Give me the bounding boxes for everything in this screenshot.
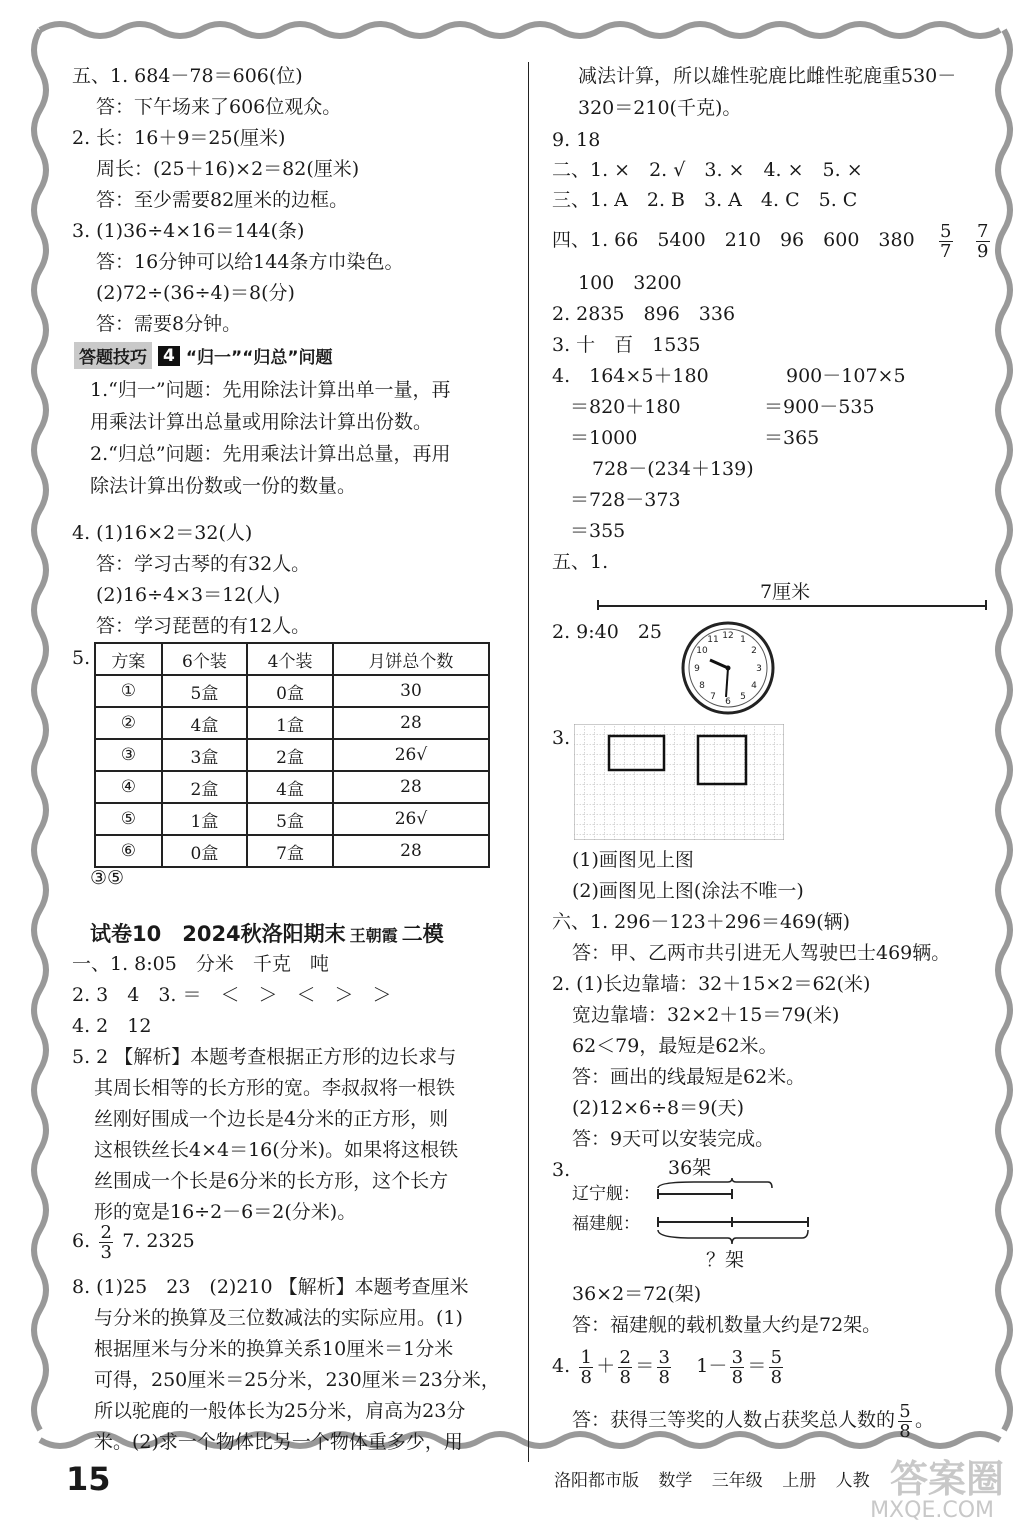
tip-line: 1.“归一”问题：先用除法计算出单一量，再 (90, 379, 451, 401)
fraction-numerator: 2 (619, 1346, 631, 1368)
svg-text:10: 10 (696, 646, 708, 656)
footer-text: 洛阳都市版 数学 三年级 上册 人教 (554, 1471, 870, 1491)
table-cell: 26√ (333, 739, 489, 771)
answer-line: 与分米的换算及三位数减法的实际应用。(1) (94, 1307, 463, 1329)
diagram-row-label: 辽宁舰： (572, 1184, 640, 1204)
table-cell: ② (95, 707, 162, 739)
answer-line: 9. 18 (552, 129, 601, 151)
fraction (769, 1348, 783, 1387)
grid-drawing (574, 724, 784, 840)
answer-line: 3. (552, 1159, 571, 1181)
calc-line: ＝365 (764, 427, 820, 449)
answer-line: (2)画图见上图(涂法不唯一) (572, 880, 804, 902)
answer-line: 320＝210(千克)。 (578, 97, 742, 119)
answer-line: (2)12×6÷8＝9(天) (572, 1097, 745, 1119)
fraction-denominator: 8 (658, 1366, 670, 1388)
question-number: 4. (552, 1355, 571, 1377)
question-number: 6. (72, 1230, 91, 1252)
answer-line: 答：学习琵琶的有12人。 (96, 615, 311, 637)
section-title-stamp: 王朝霞 (349, 926, 398, 945)
diagram-label-bottom: ？架 (706, 1249, 745, 1271)
fraction-numerator: 3 (731, 1346, 744, 1368)
answer-line: 五、1. (552, 551, 609, 573)
table-header-cell: 4个装 (247, 643, 333, 675)
svg-text:5: 5 (740, 692, 746, 702)
table-header-row (95, 643, 489, 675)
answer-line: 4. 2 12 (72, 1015, 152, 1037)
table-header-cell: 6个装 (162, 643, 248, 675)
answer-line: 答：学习古琴的有32人。 (96, 553, 311, 575)
table-cell: 26√ (333, 803, 489, 835)
fraction (730, 1348, 744, 1387)
tip-line: 2.“归总”问题：先用乘法计算出总量，再用 (90, 443, 451, 465)
svg-text:11: 11 (707, 635, 719, 645)
fraction-denominator: 8 (899, 1420, 911, 1442)
tip-line: 除法计算出份数或一份的数量。 (90, 475, 357, 497)
answer-line: 4. (1)16×2＝32(人) (72, 522, 253, 544)
section-title-main: 试卷10 2024秋洛阳期末 (90, 922, 346, 946)
question-number: 5. (72, 647, 91, 669)
table-row (95, 803, 489, 835)
table-row (95, 835, 489, 867)
answer-line: 减法计算，所以雄性驼鹿比雌性驼鹿重530－ (578, 65, 957, 87)
fraction-denominator: 9 (977, 240, 989, 262)
svg-text:3: 3 (756, 664, 762, 674)
fraction-numerator: 5 (770, 1346, 783, 1368)
tip-heading (74, 342, 333, 369)
fraction-numerator: 5 (899, 1400, 911, 1422)
table-header-cell: 月饼总个数 (333, 643, 489, 675)
table-cell: 0盒 (162, 835, 248, 867)
fraction-denominator: 7 (939, 240, 952, 262)
answer-line: 3. (1)36÷4×16＝144(条) (72, 220, 305, 242)
fraction-numerator: 7 (977, 220, 989, 242)
answer-line: (2)72÷(36÷4)＝8(分) (96, 282, 295, 304)
answer-line: 62＜79，最短是62米。 (572, 1035, 778, 1057)
svg-text:9: 9 (694, 664, 700, 674)
table-row (95, 771, 489, 803)
watermark-logo: 答案圈 (889, 1457, 1004, 1501)
answer-text: 7. 2325 (122, 1230, 195, 1252)
table-cell: 4盒 (162, 707, 248, 739)
answer-line: 可得，250厘米＝25分米，230厘米＝23分米， (94, 1369, 500, 1391)
svg-text:1: 1 (740, 635, 746, 645)
segment-label: 7厘米 (760, 581, 811, 603)
answer-line: 这根铁丝长4×4＝16(分米)。如果将这根铁 (94, 1139, 459, 1161)
table-cell: 28 (333, 835, 489, 867)
answer-line: 六、1. 296－123＋296＝469(辆) (552, 911, 851, 933)
answer-line: 2. 长：16＋9＝25(厘米) (72, 127, 286, 149)
svg-text:4: 4 (751, 681, 757, 691)
fraction (939, 222, 953, 261)
calc-line: 728－(234＋139) (592, 458, 754, 480)
table-cell: 30 (333, 675, 489, 707)
table-cell: ④ (95, 771, 162, 803)
answer-line: 答：获得三等奖的人数占获奖总人数的 $\frac{5}{8}$ 。 (572, 1400, 935, 1442)
answer-line: 答：画出的线最短是62米。 (572, 1066, 806, 1088)
calc-line: 4. 164×5＋180 (552, 365, 709, 387)
svg-text:8: 8 (699, 681, 705, 691)
fraction-numerator: 1 (580, 1346, 592, 1368)
answer-line (72, 1222, 195, 1262)
table-cell: 28 (333, 707, 489, 739)
answer-line: 答：9天可以安装完成。 (572, 1128, 775, 1150)
answer-line (552, 218, 993, 262)
answer-line: 答：16分钟可以给144条方巾染色。 (96, 251, 404, 273)
fraction (99, 1223, 113, 1262)
diagram-row-label: 福建舰： (572, 1214, 640, 1234)
answer-line: 答：至少需要82厘米的边框。 (96, 189, 349, 211)
table-cell: 7盒 (247, 835, 333, 867)
svg-text:6: 6 (725, 697, 731, 707)
mooncake-table (94, 642, 490, 868)
answer-line: 米。(2)求一个物体比另一个物体重多少，用 (94, 1431, 463, 1453)
table-cell: ⑤ (95, 803, 162, 835)
section-title (90, 918, 444, 948)
table-cell: ⑥ (95, 835, 162, 867)
calc-line: ＝355 (570, 520, 626, 542)
table-cell: 2盒 (247, 739, 333, 771)
answer-line: (1)画图见上图 (572, 849, 694, 871)
answer-line: (2)16÷4×3＝12(人) (96, 584, 281, 606)
answer-line: 答：下午场来了606位观众。 (96, 96, 342, 118)
answer-line: 宽边靠墙：32×2＋15＝79(米) (572, 1004, 840, 1026)
fraction (657, 1348, 671, 1387)
table-cell: 5盒 (162, 675, 248, 707)
table-cell: 4盒 (247, 771, 333, 803)
calc-line: ＝820＋180 (570, 396, 681, 418)
svg-text:12: 12 (722, 631, 734, 641)
calc-line: ＝900－535 (764, 396, 875, 418)
table-cell: 5盒 (247, 803, 333, 835)
calc-line: 900－107×5 (786, 365, 906, 387)
fraction-denominator: 8 (619, 1366, 631, 1388)
tip-title: “归一”“归总”问题 (185, 348, 333, 368)
column-divider (528, 62, 529, 1462)
watermark-url: MXQE.COM (870, 1498, 994, 1523)
svg-text:2: 2 (751, 646, 757, 656)
fraction (579, 1348, 593, 1387)
fraction-denominator: 8 (770, 1366, 783, 1388)
answer-line: 2. 9:40 25 (552, 621, 663, 643)
fraction-denominator: 8 (580, 1366, 592, 1388)
diagram-label-top: 36架 (668, 1157, 712, 1179)
tip-tag: 答题技巧 (74, 342, 152, 369)
page-number: 15 (66, 1460, 111, 1498)
answer-line: 答：需要8分钟。 (96, 313, 242, 335)
answer-line: 3. 十 百 1535 (552, 334, 701, 356)
fraction-numerator: 2 (100, 1221, 112, 1243)
answer-line: 二、1. × 2. √ 3. × 4. × 5. × (552, 159, 863, 181)
svg-text:7: 7 (710, 692, 716, 702)
answer-line: 其周长相等的长方形的宽。李叔叔将一根铁 (94, 1077, 456, 1099)
table-cell: ① (95, 675, 162, 707)
answer-line: 5. 2 【解析】本题考查根据正方形的边长求与 (72, 1046, 457, 1068)
fraction (898, 1402, 912, 1441)
answer-line: 2. (1)长边靠墙：32＋15×2＝62(米) (552, 973, 871, 995)
answer-line: 所以驼鹿的一般体长为25分米，肩高为23分 (94, 1400, 466, 1422)
answer-line: 根据厘米与分米的换算关系10厘米＝1分米 (94, 1338, 454, 1360)
table-cell: 28 (333, 771, 489, 803)
answer-text: 四、1. 66 5400 210 96 600 380 (552, 229, 915, 251)
tip-number: 4 (158, 346, 180, 366)
answer-line: 答：福建舰的载机数量大约是72架。 (572, 1314, 882, 1336)
answer-text: 答：获得三等奖的人数占获奖总人数的 (572, 1409, 896, 1431)
fraction-denominator: 3 (100, 1241, 112, 1263)
section-title-suffix: 二模 (401, 922, 444, 946)
fraction-numerator: 3 (658, 1346, 670, 1368)
fraction (618, 1348, 632, 1387)
answer-line: 2. 3 4 3. ＝ ＜ ＞ ＜ ＞ ＞ (72, 984, 392, 1006)
answer-line: 三、1. A 2. B 3. A 4. C 5. C (552, 189, 858, 211)
answer-line: 8. (1)25 23 (2)210 【解析】本题考查厘米 (72, 1276, 469, 1298)
table-header-cell: 方案 (95, 643, 162, 675)
table-cell: 0盒 (247, 675, 333, 707)
answer-line: 36×2＝72(架) (572, 1283, 702, 1305)
table-cell: 3盒 (162, 739, 248, 771)
tip-line: 用乘法计算出总量或用除法计算出份数。 (90, 411, 433, 433)
answer-line: 4. $\frac{1}{8}$ ＋ $\frac{2}{8}$ ＝ $\frac{3}{8}$ 1－ $\frac{3}{8}$ ＝ $\frac{5}{8}$ (552, 1346, 783, 1388)
table-row (95, 707, 489, 739)
answer-line: 五、1. 684－78＝606(位) (72, 65, 303, 87)
table-cell: 2盒 (162, 771, 248, 803)
clock-icon (680, 620, 776, 716)
line-segment (596, 598, 988, 612)
table-cell: 1盒 (247, 707, 333, 739)
calc-line: ＝728－373 (570, 489, 681, 511)
fraction-denominator: 8 (731, 1366, 744, 1388)
answer-line: 形的宽是16÷2－6＝2(分米)。 (94, 1201, 357, 1223)
fraction-numerator: 5 (939, 220, 952, 242)
segment-diagram (652, 1178, 816, 1248)
table-cell: 1盒 (162, 803, 248, 835)
calc-line: ＝1000 (570, 427, 638, 449)
answer-line: 一、1. 8:05 分米 千克 吨 (72, 953, 329, 975)
answer-line: 3. (552, 727, 571, 749)
answer-line: 周长：(25＋16)×2＝82(厘米) (96, 158, 360, 180)
answer-line: 答：甲、乙两市共引进无人驾驶巴士469辆。 (572, 942, 951, 964)
table-row (95, 675, 489, 707)
fraction (976, 222, 990, 261)
answer-line: 丝围成一个长是6分米的长方形，这个长方 (94, 1170, 449, 1192)
answer-line: 100 3200 (578, 272, 682, 294)
answer-line: 丝刚好围成一个边长是4分米的正方形，则 (94, 1108, 449, 1130)
answer-line: ③⑤ (90, 867, 125, 889)
answer-line: 2. 2835 896 336 (552, 303, 736, 325)
table-cell: ③ (95, 739, 162, 771)
table-row (95, 739, 489, 771)
